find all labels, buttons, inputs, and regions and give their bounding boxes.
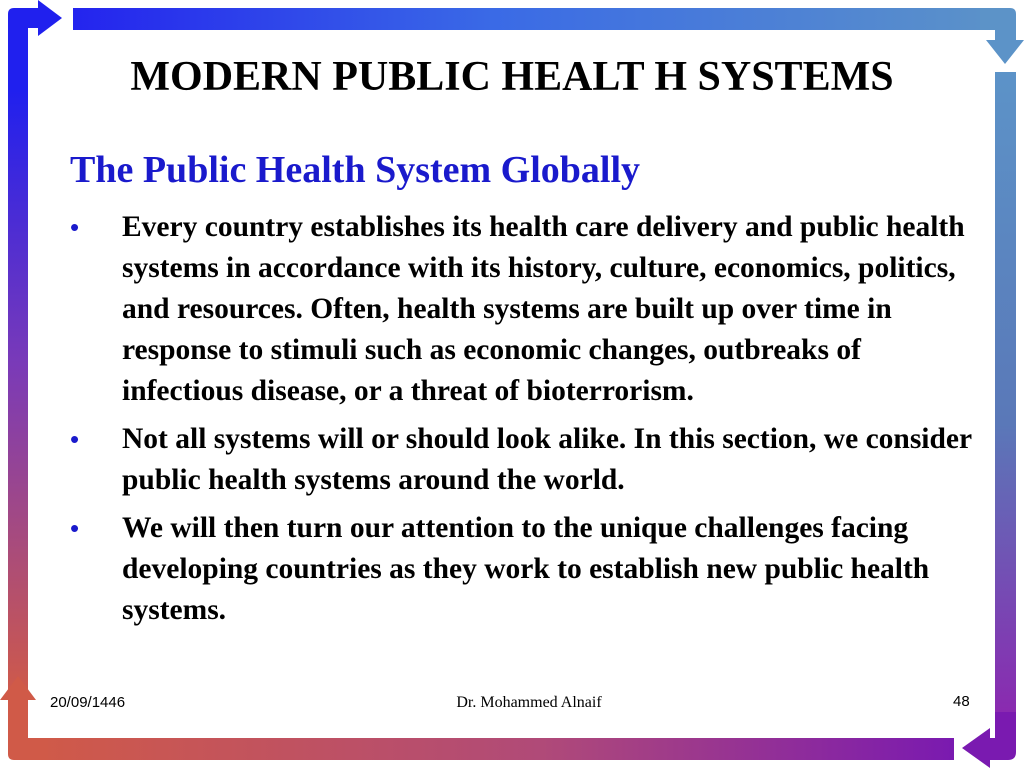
top-arrow-bar <box>73 8 1013 30</box>
slide-title: MODERN PUBLIC HEALT H SYSTEMS <box>130 54 894 100</box>
bullet-text-1: Every country establishes its health care delivery and public health systems in accordance with its history, culture, economics, politics, and resources. Often, health systems are built up over time in response to stimuli such as economic changes, outbreaks of infectious disease, or a threat of bioterrorism. <box>122 211 965 407</box>
bullet-item-3 <box>70 508 985 631</box>
bullet-item-1 <box>70 207 985 412</box>
footer-date: 20/09/1446 <box>50 694 126 711</box>
bullet-dot-icon: • <box>70 212 80 242</box>
bullet-item-2 <box>70 419 985 501</box>
bullet-dot-icon: • <box>70 513 80 543</box>
section-subtitle: The Public Health System Globally <box>70 149 641 191</box>
bullet-dot-icon: • <box>70 424 80 454</box>
bullet-text-3: We will then turn our attention to the unique challenges facing developing countries as they work to establish new public health systems. <box>122 512 930 626</box>
bullet-list <box>70 207 985 638</box>
footer-author: Dr. Mohammed Alnaif <box>456 694 602 711</box>
right-arrow-bar <box>995 72 1016 712</box>
corner-arrow-bottom-right <box>962 712 1016 768</box>
left-arrow-bar <box>8 90 28 700</box>
bottom-arrow-bar <box>36 738 954 760</box>
corner-arrow-bottom-left <box>0 676 48 760</box>
bullet-text-2: Not all systems will or should look alike. In this section, we consider public health systems around the world. <box>122 423 972 496</box>
slide-number: 48 <box>953 693 970 710</box>
